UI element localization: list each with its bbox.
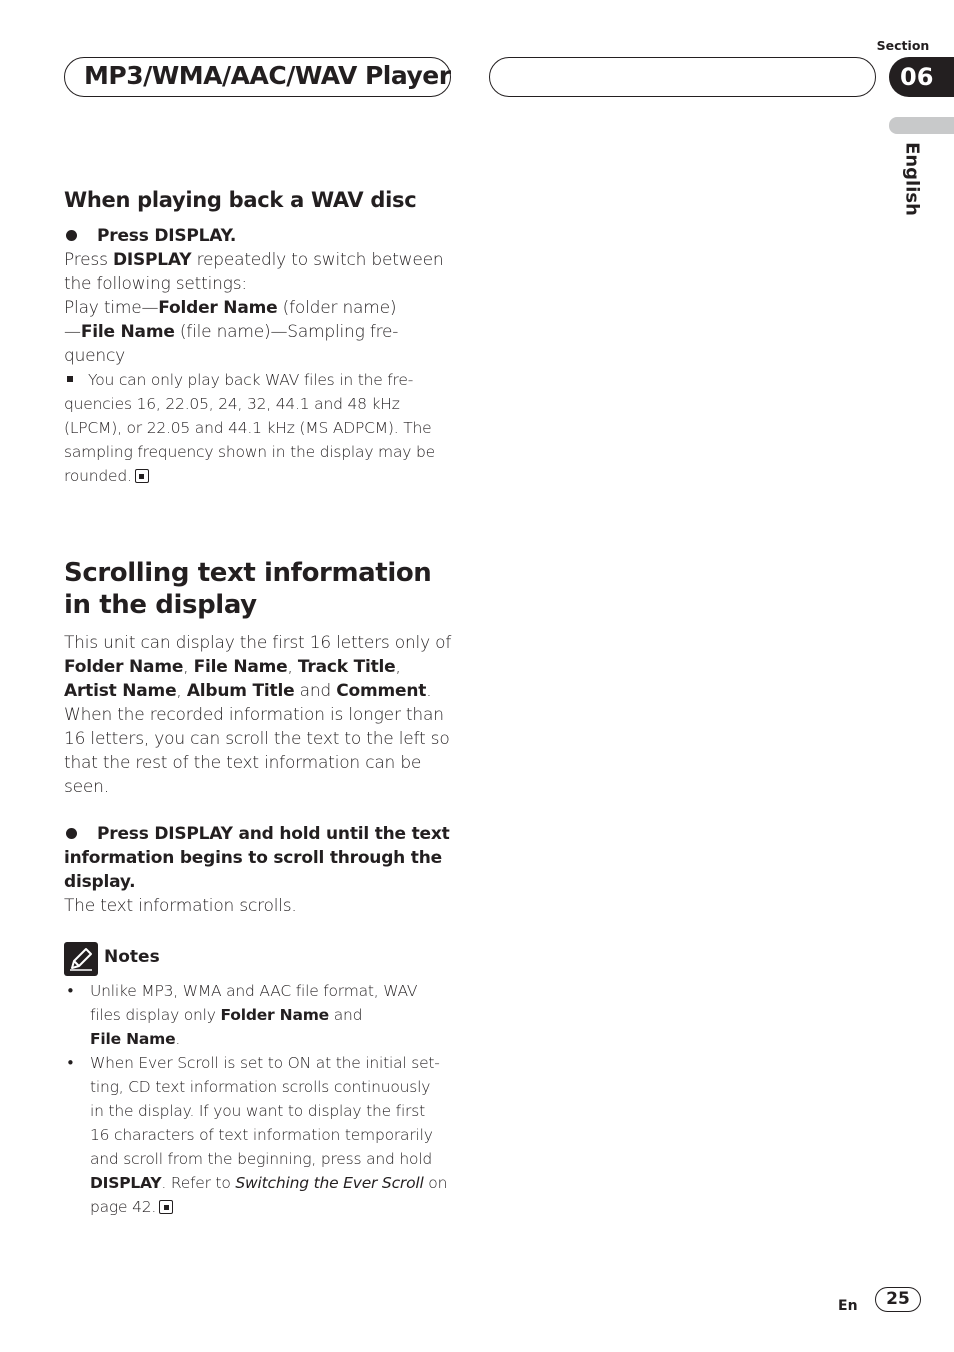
- scroll-step: Press DISPLAY and hold until the text information begins to scroll through the display. The text information scrolls.: [64, 824, 450, 916]
- step-bullet-icon: [66, 230, 77, 241]
- wav-line: the following settings:: [64, 274, 247, 294]
- notes-list: [64, 979, 448, 1219]
- scroll-section: [64, 557, 452, 918]
- square-bullet-icon: [67, 376, 73, 382]
- page-number: 25: [875, 1287, 921, 1312]
- notes-pencil-icon: [64, 942, 98, 976]
- section-label: Section: [876, 38, 930, 53]
- wav-line: quency: [64, 346, 126, 366]
- end-mark-icon: [135, 469, 149, 483]
- wav-line: —File Name (file name)—Sampling fre-: [64, 322, 399, 342]
- language-label: English: [901, 142, 923, 216]
- wav-note-line: You can only play back WAV files in the fre-: [64, 368, 448, 392]
- wav-note-line: (LPCM), or 22.05 and 44.1 kHz (MS ADPCM). The: [64, 419, 432, 437]
- end-mark-icon: [159, 1200, 173, 1214]
- section-number-tab: 06: [889, 57, 954, 97]
- step-bullet-icon: [66, 828, 77, 839]
- footer-language-code: En: [838, 1298, 858, 1314]
- wav-note-line: sampling frequency shown in the display may be: [64, 443, 435, 461]
- language-bar: [889, 117, 954, 134]
- note-item: • When Ever Scroll is set to ON at the initial set- ting, CD text information scrolls continuously in the display. If you want to display the first 16 characters of text information temporarily and scroll from the beginning, press and hold DISPLAY. Refer to Switching the Ever Scroll on page 42.: [66, 1054, 448, 1216]
- wav-line: Play time—Folder Name (folder name): [64, 298, 397, 318]
- header-blank-frame: [489, 57, 876, 97]
- wav-line: Press DISPLAY repeatedly to switch between: [64, 250, 444, 270]
- scroll-heading: Scrolling text information in the display: [64, 558, 432, 620]
- wav-step: Press DISPLAY.: [64, 224, 448, 248]
- wav-heading: When playing back a WAV disc: [64, 188, 417, 212]
- wav-note-line: quencies 16, 22.05, 24, 32, 44.1 and 48 kHz: [64, 395, 400, 413]
- scroll-intro: This unit can display the first 16 letters only of Folder Name, File Name, Track Title, Artist Name, Album Title and Comment. When the recorded information is longer than 16 letters, you can scroll the text to the left so that the rest of the text information can be seen.: [64, 633, 452, 797]
- wav-note-line: rounded.: [64, 464, 448, 488]
- scroll-step-result: The text information scrolls.: [64, 896, 297, 916]
- wav-section: [64, 186, 448, 488]
- notes-label: Notes: [104, 947, 160, 967]
- header-title: MP3/WMA/AAC/WAV Player: [84, 61, 451, 90]
- note-item: • Unlike MP3, WMA and AAC file format, WAV files display only Folder Name and File Name.: [66, 982, 418, 1048]
